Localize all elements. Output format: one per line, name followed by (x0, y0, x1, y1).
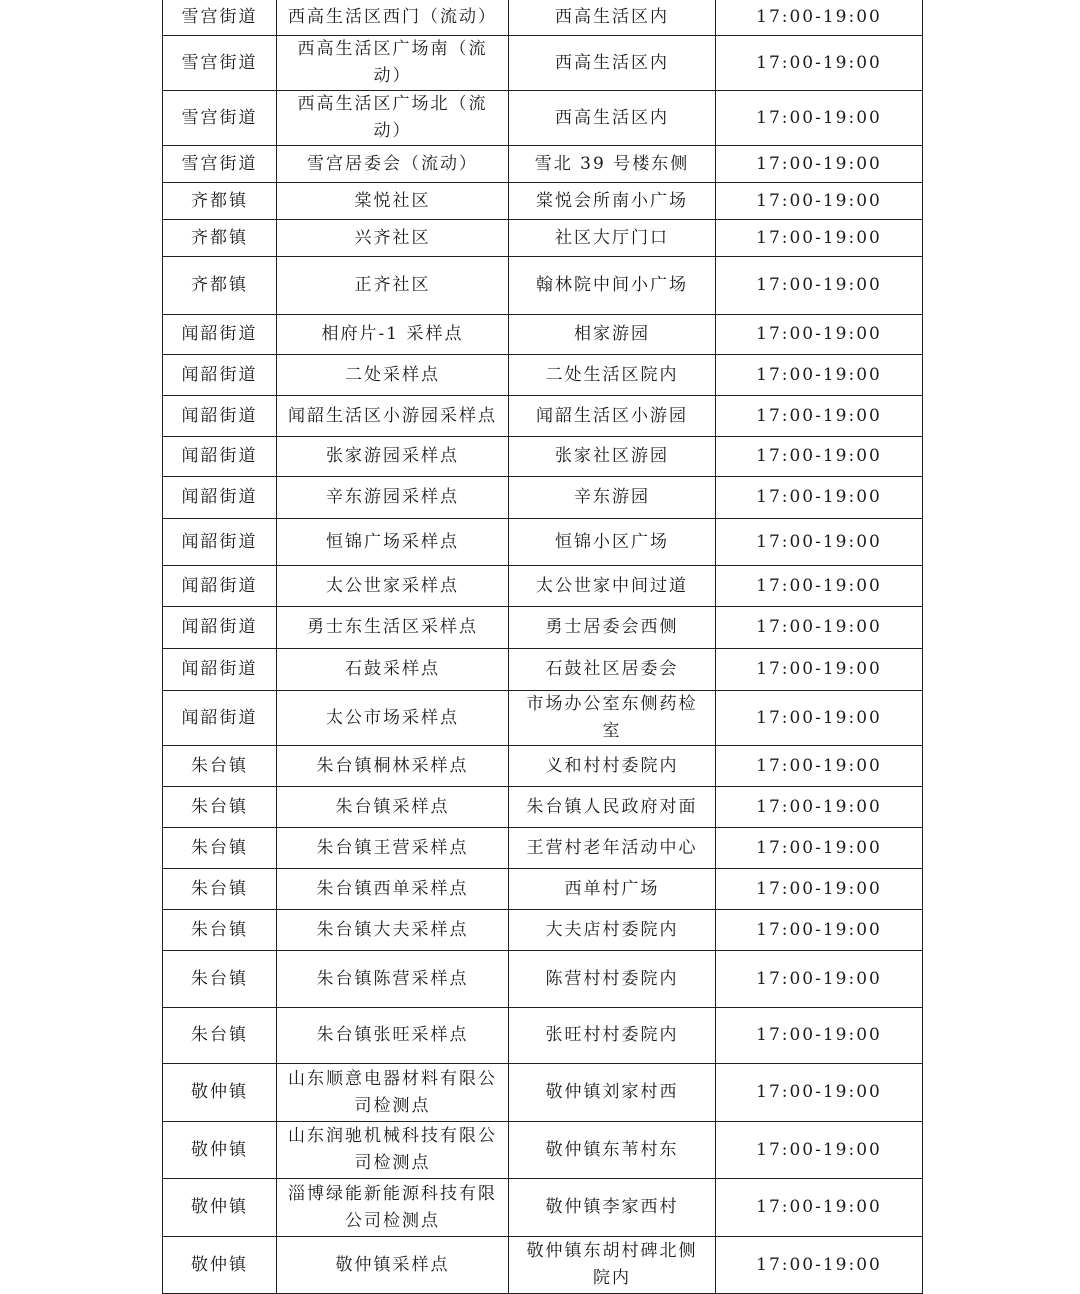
table-row (163, 1122, 923, 1179)
time-cell: 17:00-19:00 (716, 477, 923, 519)
location-cell: 雪北 39 号楼东侧 (509, 146, 716, 183)
town-cell: 闻韶街道 (163, 649, 277, 691)
site-name-cell: 西高生活区西门（流动） (277, 0, 509, 36)
town-cell: 闻韶街道 (163, 437, 277, 477)
town-cell: 齐都镇 (163, 257, 277, 315)
time-cell: 17:00-19:00 (716, 691, 923, 746)
time-cell: 17:00-19:00 (716, 1237, 923, 1294)
table-row (163, 437, 923, 477)
location-cell: 西高生活区内 (509, 36, 716, 91)
site-name-cell: 相府片-1 采样点 (277, 315, 509, 355)
town-cell: 闻韶街道 (163, 315, 277, 355)
site-name-cell: 二处采样点 (277, 355, 509, 396)
town-cell: 敬仲镇 (163, 1179, 277, 1237)
time-cell: 17:00-19:00 (716, 607, 923, 649)
town-cell: 敬仲镇 (163, 1122, 277, 1179)
table-row (163, 36, 923, 91)
table-row (163, 1179, 923, 1237)
town-cell: 闻韶街道 (163, 519, 277, 566)
site-name-cell: 恒锦广场采样点 (277, 519, 509, 566)
time-cell: 17:00-19:00 (716, 746, 923, 787)
location-cell: 社区大厅门口 (509, 220, 716, 257)
time-cell: 17:00-19:00 (716, 1064, 923, 1122)
sampling-sites-table (162, 0, 923, 1294)
site-name-cell: 勇士东生活区采样点 (277, 607, 509, 649)
table-row (163, 828, 923, 869)
site-name-cell: 太公世家采样点 (277, 566, 509, 607)
time-cell: 17:00-19:00 (716, 519, 923, 566)
location-cell: 勇士居委会西侧 (509, 607, 716, 649)
site-name-cell: 朱台镇西单采样点 (277, 869, 509, 910)
table-row (163, 951, 923, 1008)
time-cell: 17:00-19:00 (716, 649, 923, 691)
location-cell: 敬仲镇东苇村东 (509, 1122, 716, 1179)
town-cell: 敬仲镇 (163, 1237, 277, 1294)
time-cell: 17:00-19:00 (716, 257, 923, 315)
site-name-cell: 西高生活区广场南（流动） (277, 36, 509, 91)
table-body (163, 0, 923, 1294)
town-cell: 闻韶街道 (163, 396, 277, 437)
town-cell: 朱台镇 (163, 1008, 277, 1064)
location-cell: 市场办公室东侧药检室 (509, 691, 716, 746)
table-row (163, 91, 923, 146)
table-row (163, 566, 923, 607)
table-row (163, 1064, 923, 1122)
town-cell: 闻韶街道 (163, 607, 277, 649)
time-cell: 17:00-19:00 (716, 828, 923, 869)
location-cell: 恒锦小区广场 (509, 519, 716, 566)
table-row (163, 869, 923, 910)
town-cell: 闻韶街道 (163, 566, 277, 607)
table-row (163, 1008, 923, 1064)
location-cell: 敬仲镇东胡村碑北侧院内 (509, 1237, 716, 1294)
time-cell: 17:00-19:00 (716, 146, 923, 183)
town-cell: 齐都镇 (163, 220, 277, 257)
time-cell: 17:00-19:00 (716, 951, 923, 1008)
site-name-cell: 朱台镇采样点 (277, 787, 509, 828)
site-name-cell: 辛东游园采样点 (277, 477, 509, 519)
site-name-cell: 朱台镇大夫采样点 (277, 910, 509, 951)
time-cell: 17:00-19:00 (716, 355, 923, 396)
time-cell: 17:00-19:00 (716, 91, 923, 146)
site-name-cell: 淄博绿能新能源科技有限公司检测点 (277, 1179, 509, 1237)
table-row (163, 315, 923, 355)
location-cell: 石鼓社区居委会 (509, 649, 716, 691)
town-cell: 雪宫街道 (163, 91, 277, 146)
site-name-cell: 山东顺意电器材料有限公司检测点 (277, 1064, 509, 1122)
table-row (163, 607, 923, 649)
time-cell: 17:00-19:00 (716, 1122, 923, 1179)
site-name-cell: 雪宫居委会（流动） (277, 146, 509, 183)
time-cell: 17:00-19:00 (716, 566, 923, 607)
location-cell: 西高生活区内 (509, 91, 716, 146)
location-cell: 朱台镇人民政府对面 (509, 787, 716, 828)
location-cell: 二处生活区院内 (509, 355, 716, 396)
location-cell: 义和村村委院内 (509, 746, 716, 787)
site-name-cell: 棠悦社区 (277, 183, 509, 220)
town-cell: 闻韶街道 (163, 355, 277, 396)
town-cell: 闻韶街道 (163, 691, 277, 746)
town-cell: 朱台镇 (163, 787, 277, 828)
location-cell: 王营村老年活动中心 (509, 828, 716, 869)
table-row (163, 396, 923, 437)
location-cell: 西单村广场 (509, 869, 716, 910)
table-row (163, 355, 923, 396)
location-cell: 张家社区游园 (509, 437, 716, 477)
location-cell: 棠悦会所南小广场 (509, 183, 716, 220)
site-name-cell: 朱台镇桐林采样点 (277, 746, 509, 787)
town-cell: 闻韶街道 (163, 477, 277, 519)
time-cell: 17:00-19:00 (716, 0, 923, 36)
table-row (163, 787, 923, 828)
town-cell: 朱台镇 (163, 951, 277, 1008)
table-row (163, 746, 923, 787)
site-name-cell: 朱台镇王营采样点 (277, 828, 509, 869)
location-cell: 辛东游园 (509, 477, 716, 519)
time-cell: 17:00-19:00 (716, 36, 923, 91)
time-cell: 17:00-19:00 (716, 869, 923, 910)
site-name-cell: 敬仲镇采样点 (277, 1237, 509, 1294)
town-cell: 雪宫街道 (163, 0, 277, 36)
table-row (163, 220, 923, 257)
town-cell: 雪宫街道 (163, 36, 277, 91)
location-cell: 相家游园 (509, 315, 716, 355)
location-cell: 太公世家中间过道 (509, 566, 716, 607)
table-row (163, 910, 923, 951)
site-name-cell: 正齐社区 (277, 257, 509, 315)
time-cell: 17:00-19:00 (716, 220, 923, 257)
location-cell: 敬仲镇刘家村西 (509, 1064, 716, 1122)
table-row (163, 1237, 923, 1294)
site-name-cell: 朱台镇张旺采样点 (277, 1008, 509, 1064)
table-row (163, 257, 923, 315)
table-row (163, 519, 923, 566)
town-cell: 齐都镇 (163, 183, 277, 220)
site-name-cell: 太公市场采样点 (277, 691, 509, 746)
time-cell: 17:00-19:00 (716, 437, 923, 477)
time-cell: 17:00-19:00 (716, 315, 923, 355)
time-cell: 17:00-19:00 (716, 1008, 923, 1064)
time-cell: 17:00-19:00 (716, 1179, 923, 1237)
site-name-cell: 石鼓采样点 (277, 649, 509, 691)
time-cell: 17:00-19:00 (716, 787, 923, 828)
location-cell: 翰林院中间小广场 (509, 257, 716, 315)
site-name-cell: 张家游园采样点 (277, 437, 509, 477)
site-name-cell: 西高生活区广场北（流动） (277, 91, 509, 146)
town-cell: 朱台镇 (163, 869, 277, 910)
location-cell: 西高生活区内 (509, 0, 716, 36)
location-cell: 闻韶生活区小游园 (509, 396, 716, 437)
site-name-cell: 朱台镇陈营采样点 (277, 951, 509, 1008)
location-cell: 陈营村村委院内 (509, 951, 716, 1008)
site-name-cell: 山东润驰机械科技有限公司检测点 (277, 1122, 509, 1179)
site-name-cell: 闻韶生活区小游园采样点 (277, 396, 509, 437)
location-cell: 大夫店村委院内 (509, 910, 716, 951)
table-row (163, 183, 923, 220)
town-cell: 朱台镇 (163, 828, 277, 869)
table-row (163, 649, 923, 691)
table-row (163, 477, 923, 519)
site-name-cell: 兴齐社区 (277, 220, 509, 257)
town-cell: 敬仲镇 (163, 1064, 277, 1122)
location-cell: 敬仲镇李家西村 (509, 1179, 716, 1237)
table-row (163, 0, 923, 36)
town-cell: 雪宫街道 (163, 146, 277, 183)
time-cell: 17:00-19:00 (716, 183, 923, 220)
time-cell: 17:00-19:00 (716, 910, 923, 951)
location-cell: 张旺村村委院内 (509, 1008, 716, 1064)
table-row (163, 691, 923, 746)
town-cell: 朱台镇 (163, 910, 277, 951)
table-row (163, 146, 923, 183)
town-cell: 朱台镇 (163, 746, 277, 787)
time-cell: 17:00-19:00 (716, 396, 923, 437)
